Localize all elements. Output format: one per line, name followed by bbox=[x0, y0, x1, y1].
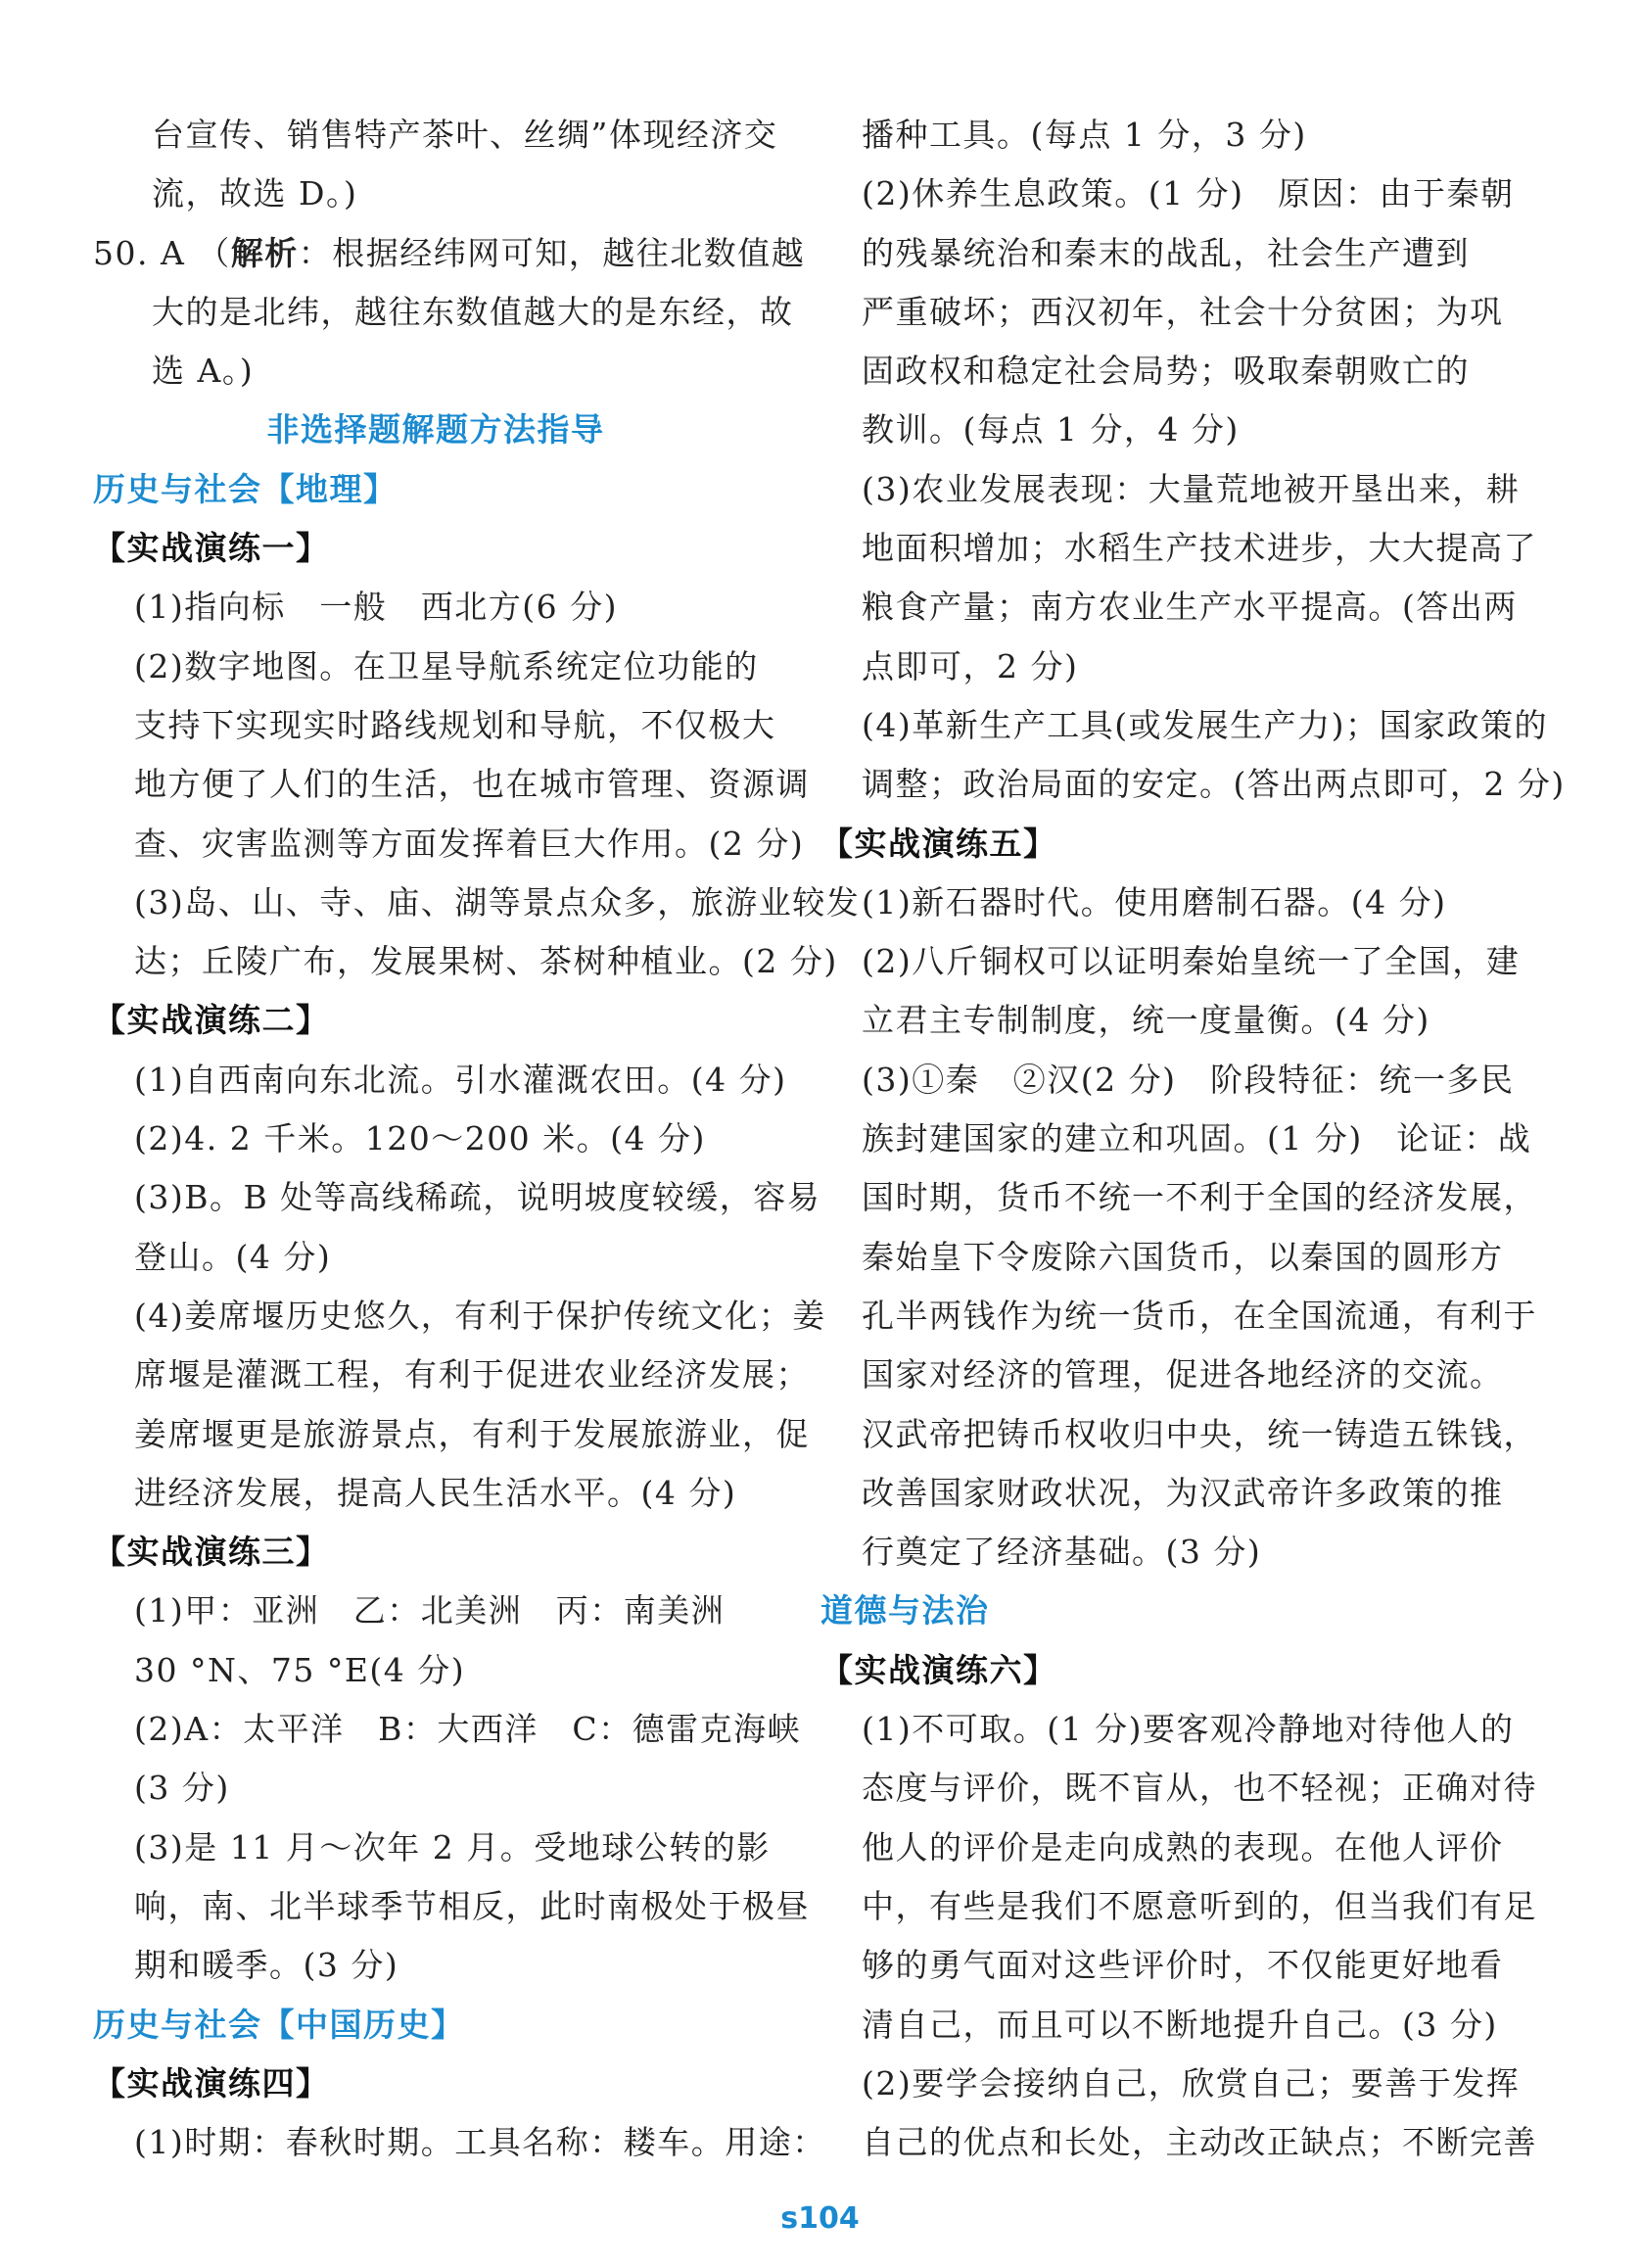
answer-line: (2)4. 2 千米。120～200 米。(4 分) bbox=[134, 1119, 706, 1158]
answer-line: 台宣传、销售特产茶叶、丝绸”体现经济交 bbox=[152, 116, 778, 154]
answer-number: 50. A （ bbox=[93, 233, 231, 272]
answer-line: 的残暴统治和秦末的战乱，社会生产遭到 bbox=[862, 233, 1470, 272]
answer-line: (4)革新生产工具(或发展生产力)；国家政策的 bbox=[862, 705, 1548, 744]
answer-line: 大的是北纬，越往东数值越大的是东经，故 bbox=[152, 292, 794, 331]
answer-line: 行奠定了经济基础。(3 分) bbox=[862, 1533, 1262, 1572]
answer-line: 登山。(4 分) bbox=[134, 1237, 332, 1276]
answer-line: (2)八斤铜权可以证明秦始皇统一了全国，建 bbox=[862, 942, 1521, 981]
answer-line: 姜席堰更是旅游景点，有利于发展旅游业，促 bbox=[134, 1414, 810, 1453]
answer-line: 立君主专制制度，统一度量衡。(4 分) bbox=[862, 1001, 1430, 1040]
answer-line: (2)A：太平洋 B：大西洋 C：德雷克海峡 bbox=[134, 1710, 802, 1749]
subject-heading: 历史与社会【中国历史】 bbox=[93, 2005, 465, 2044]
answer-line: (3)B。B 处等高线稀疏，说明坡度较缓，容易 bbox=[134, 1178, 821, 1217]
answer-line: (3)农业发展表现：大量荒地被开垦出来，耕 bbox=[862, 469, 1521, 508]
answer-line: (1)时期：春秋时期。工具名称：耧车。用途： bbox=[134, 2123, 826, 2162]
answer-line: (3)是 11 月～次年 2 月。受地球公转的影 bbox=[134, 1827, 771, 1866]
answer-line: (1)甲：亚洲 乙：北美洲 丙：南美洲 bbox=[134, 1591, 726, 1630]
answer-line: 国时期，货币不统一不利于全国的经济发展， bbox=[862, 1178, 1537, 1217]
answer-line: (1)不可取。(1 分)要客观冷静地对待他人的 bbox=[862, 1710, 1515, 1749]
exercise-heading: 【实战演练二】 bbox=[93, 1001, 330, 1040]
left-column bbox=[93, 106, 861, 2172]
analysis-label: 解析 bbox=[230, 233, 299, 272]
answer-line: 达；丘陵广布，发展果树、茶树种植业。(2 分) bbox=[134, 942, 838, 981]
exercise-heading: 【实战演练四】 bbox=[93, 2063, 330, 2103]
answer-line: 汉武帝把铸币权收归中央，统一铸造五铢钱， bbox=[862, 1414, 1537, 1453]
answer-line: 秦始皇下令废除六国货币，以秦国的圆形方 bbox=[862, 1237, 1504, 1276]
answer-line: 地方便了人们的生活，也在城市管理、资源调 bbox=[134, 765, 810, 804]
answer-line: (2)休养生息政策。(1 分) 原因：由于秦朝 bbox=[862, 174, 1515, 213]
exercise-heading: 【实战演练一】 bbox=[93, 529, 330, 568]
answer-line: (3 分) bbox=[134, 1769, 230, 1808]
answer-line: 固政权和稳定社会局势；吸取秦朝败亡的 bbox=[862, 352, 1470, 391]
answer-line bbox=[93, 224, 806, 283]
answer-line: 查、灾害监测等方面发挥着巨大作用。(2 分) bbox=[134, 824, 805, 863]
answer-line: (2)数字地图。在卫星导航系统定位功能的 bbox=[134, 646, 759, 685]
answer-line: 选 A。) bbox=[152, 352, 255, 391]
answer-line: 国家对经济的管理，促进各地经济的交流。 bbox=[862, 1355, 1504, 1394]
right-column bbox=[820, 106, 1566, 2172]
answer-line: (1)自西南向东北流。引水灌溉农田。(4 分) bbox=[134, 1060, 787, 1099]
answer-line: 自己的优点和长处，主动改正缺点；不断完善 bbox=[862, 2123, 1537, 2162]
answer-line: 地面积增加；水稻生产技术进步，大大提高了 bbox=[862, 529, 1537, 568]
exercise-heading: 【实战演练三】 bbox=[93, 1533, 330, 1572]
subject-heading: 道德与法治 bbox=[820, 1591, 990, 1630]
answer-line: 严重破坏；西汉初年，社会十分贫困；为巩 bbox=[862, 292, 1504, 331]
answer-line: 支持下实现实时路线规划和导航，不仅极大 bbox=[134, 705, 776, 744]
answer-line: 调整；政治局面的安定。(答出两点即可，2 分) bbox=[862, 765, 1566, 804]
section-title: 非选择题解题方法指导 bbox=[266, 410, 605, 449]
answer-line: 族封建国家的建立和巩固。(1 分) 论证：战 bbox=[862, 1119, 1532, 1158]
exercise-heading: 【实战演练六】 bbox=[820, 1650, 1057, 1689]
answer-line: 播种工具。(每点 1 分，3 分) bbox=[862, 116, 1307, 154]
exercise-heading: 【实战演练五】 bbox=[820, 824, 1057, 863]
answer-line: 席堰是灌溉工程，有利于促进农业经济发展； bbox=[134, 1355, 810, 1394]
answer-line: 够的勇气面对这些评价时，不仅能更好地看 bbox=[862, 1946, 1504, 1985]
answer-line: 30 °N、75 °E(4 分) bbox=[134, 1650, 466, 1689]
answer-line: 孔半两钱作为统一货币，在全国流通，有利于 bbox=[862, 1296, 1537, 1335]
subject-heading: 历史与社会【地理】 bbox=[93, 469, 398, 508]
answer-line: (1)新石器时代。使用磨制石器。(4 分) bbox=[862, 882, 1447, 921]
page-number: s104 bbox=[780, 2201, 860, 2236]
answer-line: (1)指向标 一般 西北方(6 分) bbox=[134, 588, 618, 627]
answer-line: 改善国家财政状况，为汉武帝许多政策的推 bbox=[862, 1473, 1504, 1512]
answer-line: 他人的评价是走向成熟的表现。在他人评价 bbox=[862, 1827, 1504, 1866]
answer-line: 进经济发展，提高人民生活水平。(4 分) bbox=[134, 1473, 737, 1512]
answer-line: (3)①秦 ②汉(2 分) 阶段特征：统一多民 bbox=[862, 1060, 1515, 1099]
answer-line: 清自己，而且可以不断地提升自己。(3 分) bbox=[862, 2005, 1498, 2044]
answer-line: 态度与评价，既不盲从，也不轻视；正确对待 bbox=[862, 1769, 1537, 1808]
answer-line: (3)岛、山、寺、庙、湖等景点众多，旅游业较发 bbox=[134, 882, 861, 921]
answer-line: (2)要学会接纳自己，欣赏自己；要善于发挥 bbox=[862, 2063, 1521, 2103]
answer-line: 点即可，2 分) bbox=[862, 646, 1079, 685]
answer-line: (4)姜席堰历史悠久，有利于保护传统文化；姜 bbox=[134, 1296, 826, 1335]
answer-line: 中，有些是我们不愿意听到的，但当我们有足 bbox=[862, 1886, 1537, 1925]
answer-line: 教训。(每点 1 分，4 分) bbox=[862, 410, 1240, 449]
answer-line: 粮食产量；南方农业生产水平提高。(答出两 bbox=[862, 588, 1518, 627]
answer-line: 流，故选 D。) bbox=[152, 174, 358, 213]
answer-text: ：根据经纬网可知，越往北数值越 bbox=[298, 233, 806, 272]
answer-line: 响，南、北半球季节相反，此时南极处于极昼 bbox=[134, 1886, 810, 1925]
answer-line: 期和暖季。(3 分) bbox=[134, 1946, 399, 1985]
